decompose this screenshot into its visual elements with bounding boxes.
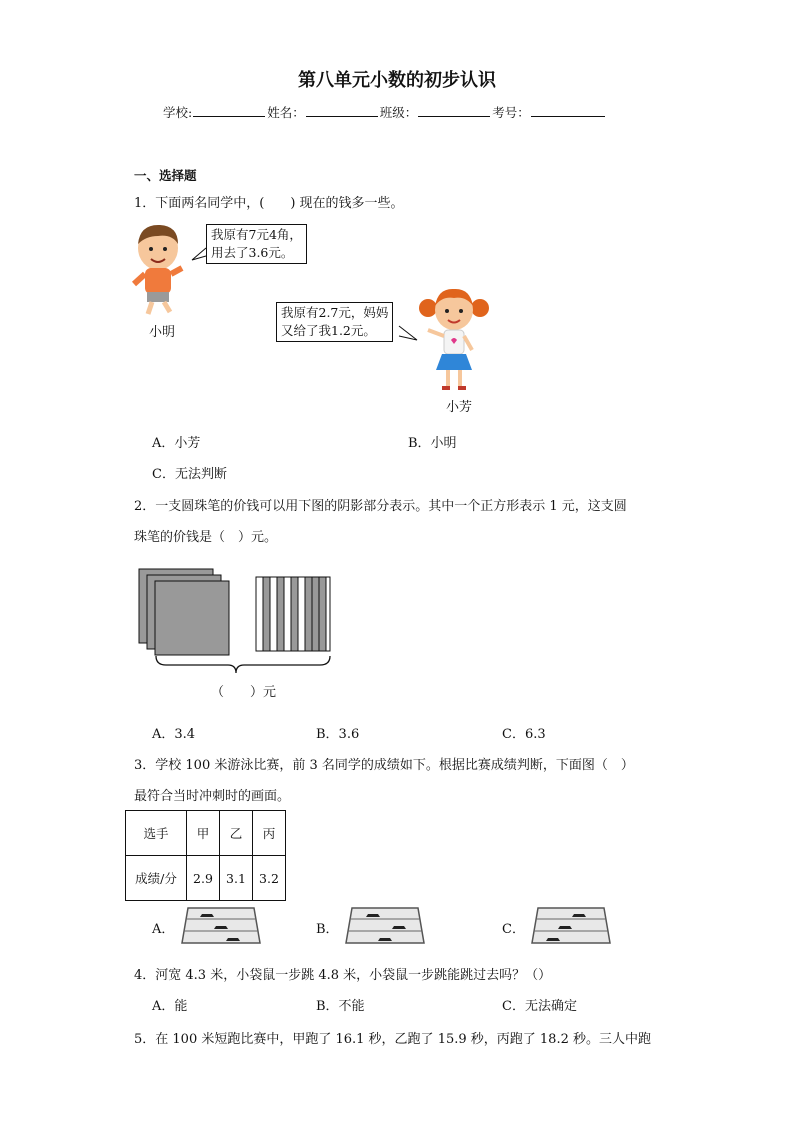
name-blank[interactable] <box>306 104 378 117</box>
swimming-lanes-c-image[interactable] <box>530 906 612 946</box>
table-row <box>126 856 286 901</box>
table-cell: 乙 <box>220 811 253 856</box>
money-squares-figure <box>132 564 342 676</box>
page-title: 第八单元小数的初步认识 <box>298 70 496 91</box>
exam-no-blank[interactable] <box>531 104 605 117</box>
section-heading: 一、选择题 <box>134 168 197 183</box>
xiaofang-speech-bubble: 我原有2.7元，妈妈 又给了我1.2元。 <box>276 302 393 342</box>
q3-option-b[interactable]: B． <box>316 922 339 937</box>
figure-answer-label: （ ）元 <box>211 685 277 700</box>
table-cell: 丙 <box>253 811 286 856</box>
table-cell: 3.1 <box>220 856 253 901</box>
school-blank[interactable] <box>193 104 265 117</box>
student-info-line <box>163 103 607 121</box>
xiaofang-name: 小芳 <box>446 400 473 415</box>
q2-option-c[interactable]: C．6.3 <box>502 727 546 742</box>
results-table <box>125 810 286 901</box>
name-label: 姓名： <box>267 105 305 120</box>
table-cell: 3.2 <box>253 856 286 901</box>
q3-option-c[interactable]: C． <box>502 922 525 937</box>
school-label: 学校: <box>163 105 193 120</box>
exam-no-label: 考号： <box>492 105 530 120</box>
q1-option-c[interactable]: C．无法判断 <box>152 467 227 482</box>
partial-square <box>256 577 330 651</box>
class-label: 班级： <box>379 105 418 120</box>
question-2-line1: 2．一支圆珠笔的价钱可以用下图的阴影部分表示。其中一个正方形表示 1 元，这支圆 <box>134 499 627 514</box>
q2-option-a[interactable]: A．3.4 <box>152 727 196 742</box>
q1-option-a[interactable]: A．小芳 <box>152 436 201 451</box>
girl-illustration <box>418 286 490 394</box>
q3-option-a[interactable]: A． <box>152 922 175 937</box>
table-cell: 2.9 <box>187 856 220 901</box>
question-2-line2: 珠笔的价钱是（ ）元。 <box>134 530 278 545</box>
question-3-line1: 3．学校 100 米游泳比赛，前 3 名同学的成绩如下。根据比赛成绩判断，下面图（ ） <box>134 758 634 773</box>
swimming-lanes-b-image[interactable] <box>344 906 426 946</box>
q4-option-a[interactable]: A．能 <box>152 999 188 1014</box>
bubble-pointer-icon <box>190 246 210 264</box>
question-1-text: 1．下面两名同学中，( ) 现在的钱多一些。 <box>134 196 404 211</box>
xiaoming-name: 小明 <box>149 325 176 340</box>
swimming-lanes-a-image[interactable] <box>180 906 262 946</box>
q4-option-c[interactable]: C．无法确定 <box>502 999 577 1014</box>
q1-option-b[interactable]: B．小明 <box>408 436 457 451</box>
xiaoming-speech-bubble: 我原有7元4角， 用去了3.6元。 <box>206 224 307 264</box>
bubble-pointer-icon <box>397 324 419 344</box>
class-blank[interactable] <box>418 104 490 117</box>
question-3-line2: 最符合当时冲刺时的画面。 <box>134 789 291 804</box>
question-4-text: 4．河宽 4.3 米，小袋鼠一步跳 4.8 米，小袋鼠一步跳能跳过去吗？（） <box>134 968 552 983</box>
table-row <box>126 811 286 856</box>
question-5-text: 5．在 100 米短跑比赛中，甲跑了 16.1 秒，乙跑了 15.9 秒，丙跑了 18.2 秒。三人中跑 <box>134 1032 651 1047</box>
table-cell: 甲 <box>187 811 220 856</box>
table-cell: 选手 <box>126 811 187 856</box>
table-cell: 成绩/分 <box>126 856 187 901</box>
boy-illustration <box>128 222 198 320</box>
q2-option-b[interactable]: B．3.6 <box>316 727 360 742</box>
q4-option-b[interactable]: B．不能 <box>316 999 365 1014</box>
